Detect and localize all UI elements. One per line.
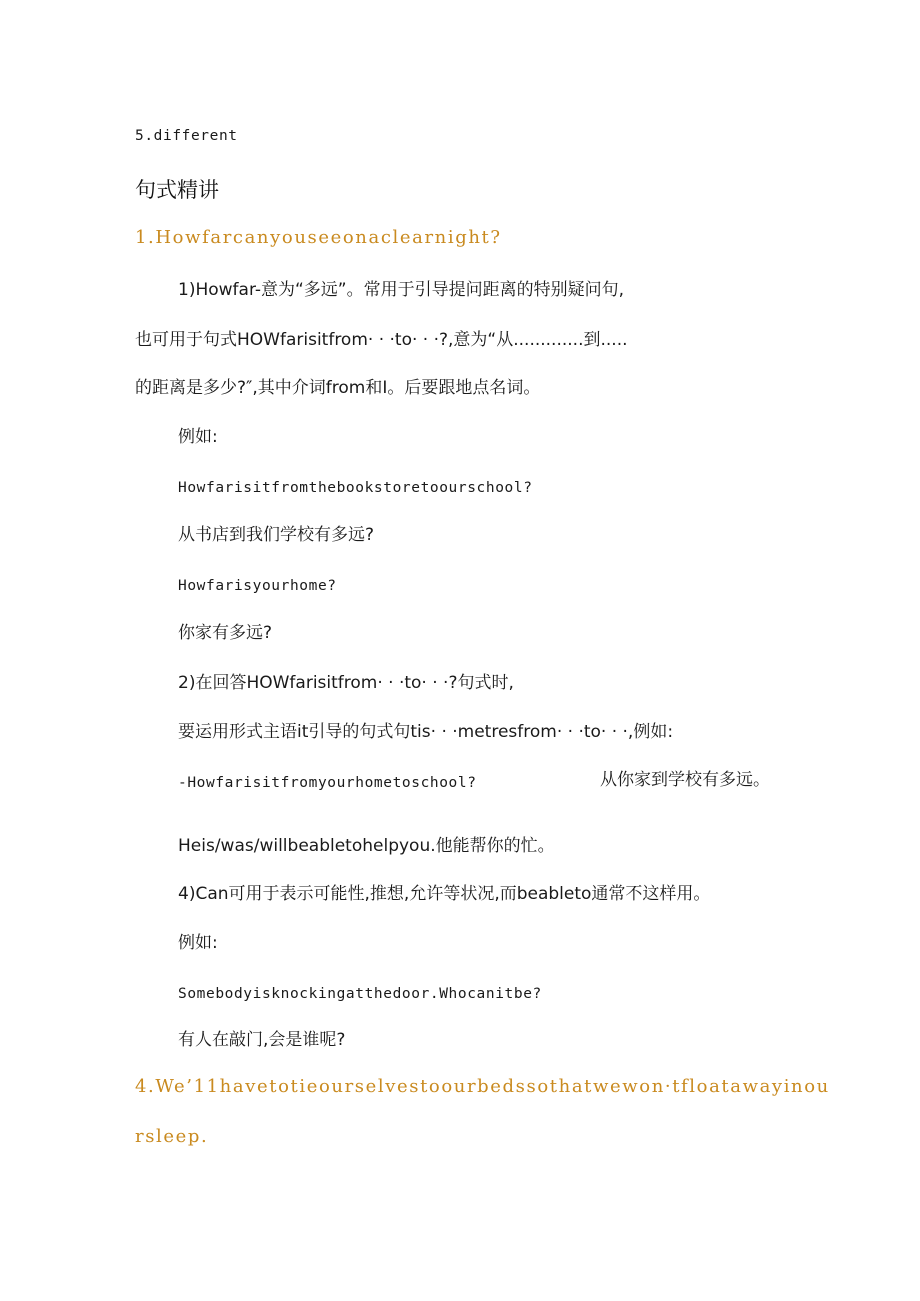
example-3-chinese: 从你家到学校有多远。 (600, 770, 770, 790)
point-2-explanation-line-2: 要运用形式主语it引导的句式句tis· · ·metresfrom· · ·to· · ·,例如: (178, 722, 674, 742)
point-4-title-line-2: rsleep. (135, 1126, 209, 1147)
example-2-english: Howfarisyourhome? (178, 578, 337, 594)
point-1-explanation-line-3: 的距离是多少?″,其中介词from和I。后要跟地点名词。 (135, 378, 541, 398)
example-label: 例如: (178, 933, 218, 953)
list-item-5: 5.different (135, 128, 238, 144)
point-1-title: 1.Howfarcanyouseeonaclearnight? (135, 227, 502, 248)
point-1-explanation-line-2: 也可用于句式HOWfarisitfrom· · ·to· · ·?,意为“从.............到..... (135, 330, 628, 350)
example-1-english: Howfarisitfromthebookstoretoourschool? (178, 480, 533, 496)
example-2-chinese: 你家有多远? (178, 623, 273, 643)
example-4: Heis/was/willbeabletohelpyou.他能帮你的忙。 (178, 836, 555, 856)
example-5-chinese: 有人在敲门,会是谁呢? (178, 1030, 346, 1050)
point-2-explanation-line-1: 2)在回答HOWfarisitfrom· · ·to· · ·?句式时, (178, 673, 514, 693)
point-4-explanation: 4)Can可用于表示可能性,推想,允许等状况,而beableto通常不这样用。 (178, 884, 711, 904)
point-4-title-line-1: 4.We’11havetotieourselvestoourbedssothatwewon·tfloatawayinou (135, 1076, 830, 1097)
example-3-english: -Howfarisitfromyourhometoschool? (178, 775, 477, 791)
example-5-english: Somebodyisknockingatthedoor.Whocanitbe? (178, 986, 542, 1002)
section-heading: 句式精讲 (135, 178, 219, 202)
point-1-explanation-line-1: 1)Howfar-意为“多远”。常用于引导提问距离的特别疑问句, (178, 280, 624, 300)
example-label: 例如: (178, 427, 218, 447)
example-1-chinese: 从书店到我们学校有多远? (178, 525, 375, 545)
